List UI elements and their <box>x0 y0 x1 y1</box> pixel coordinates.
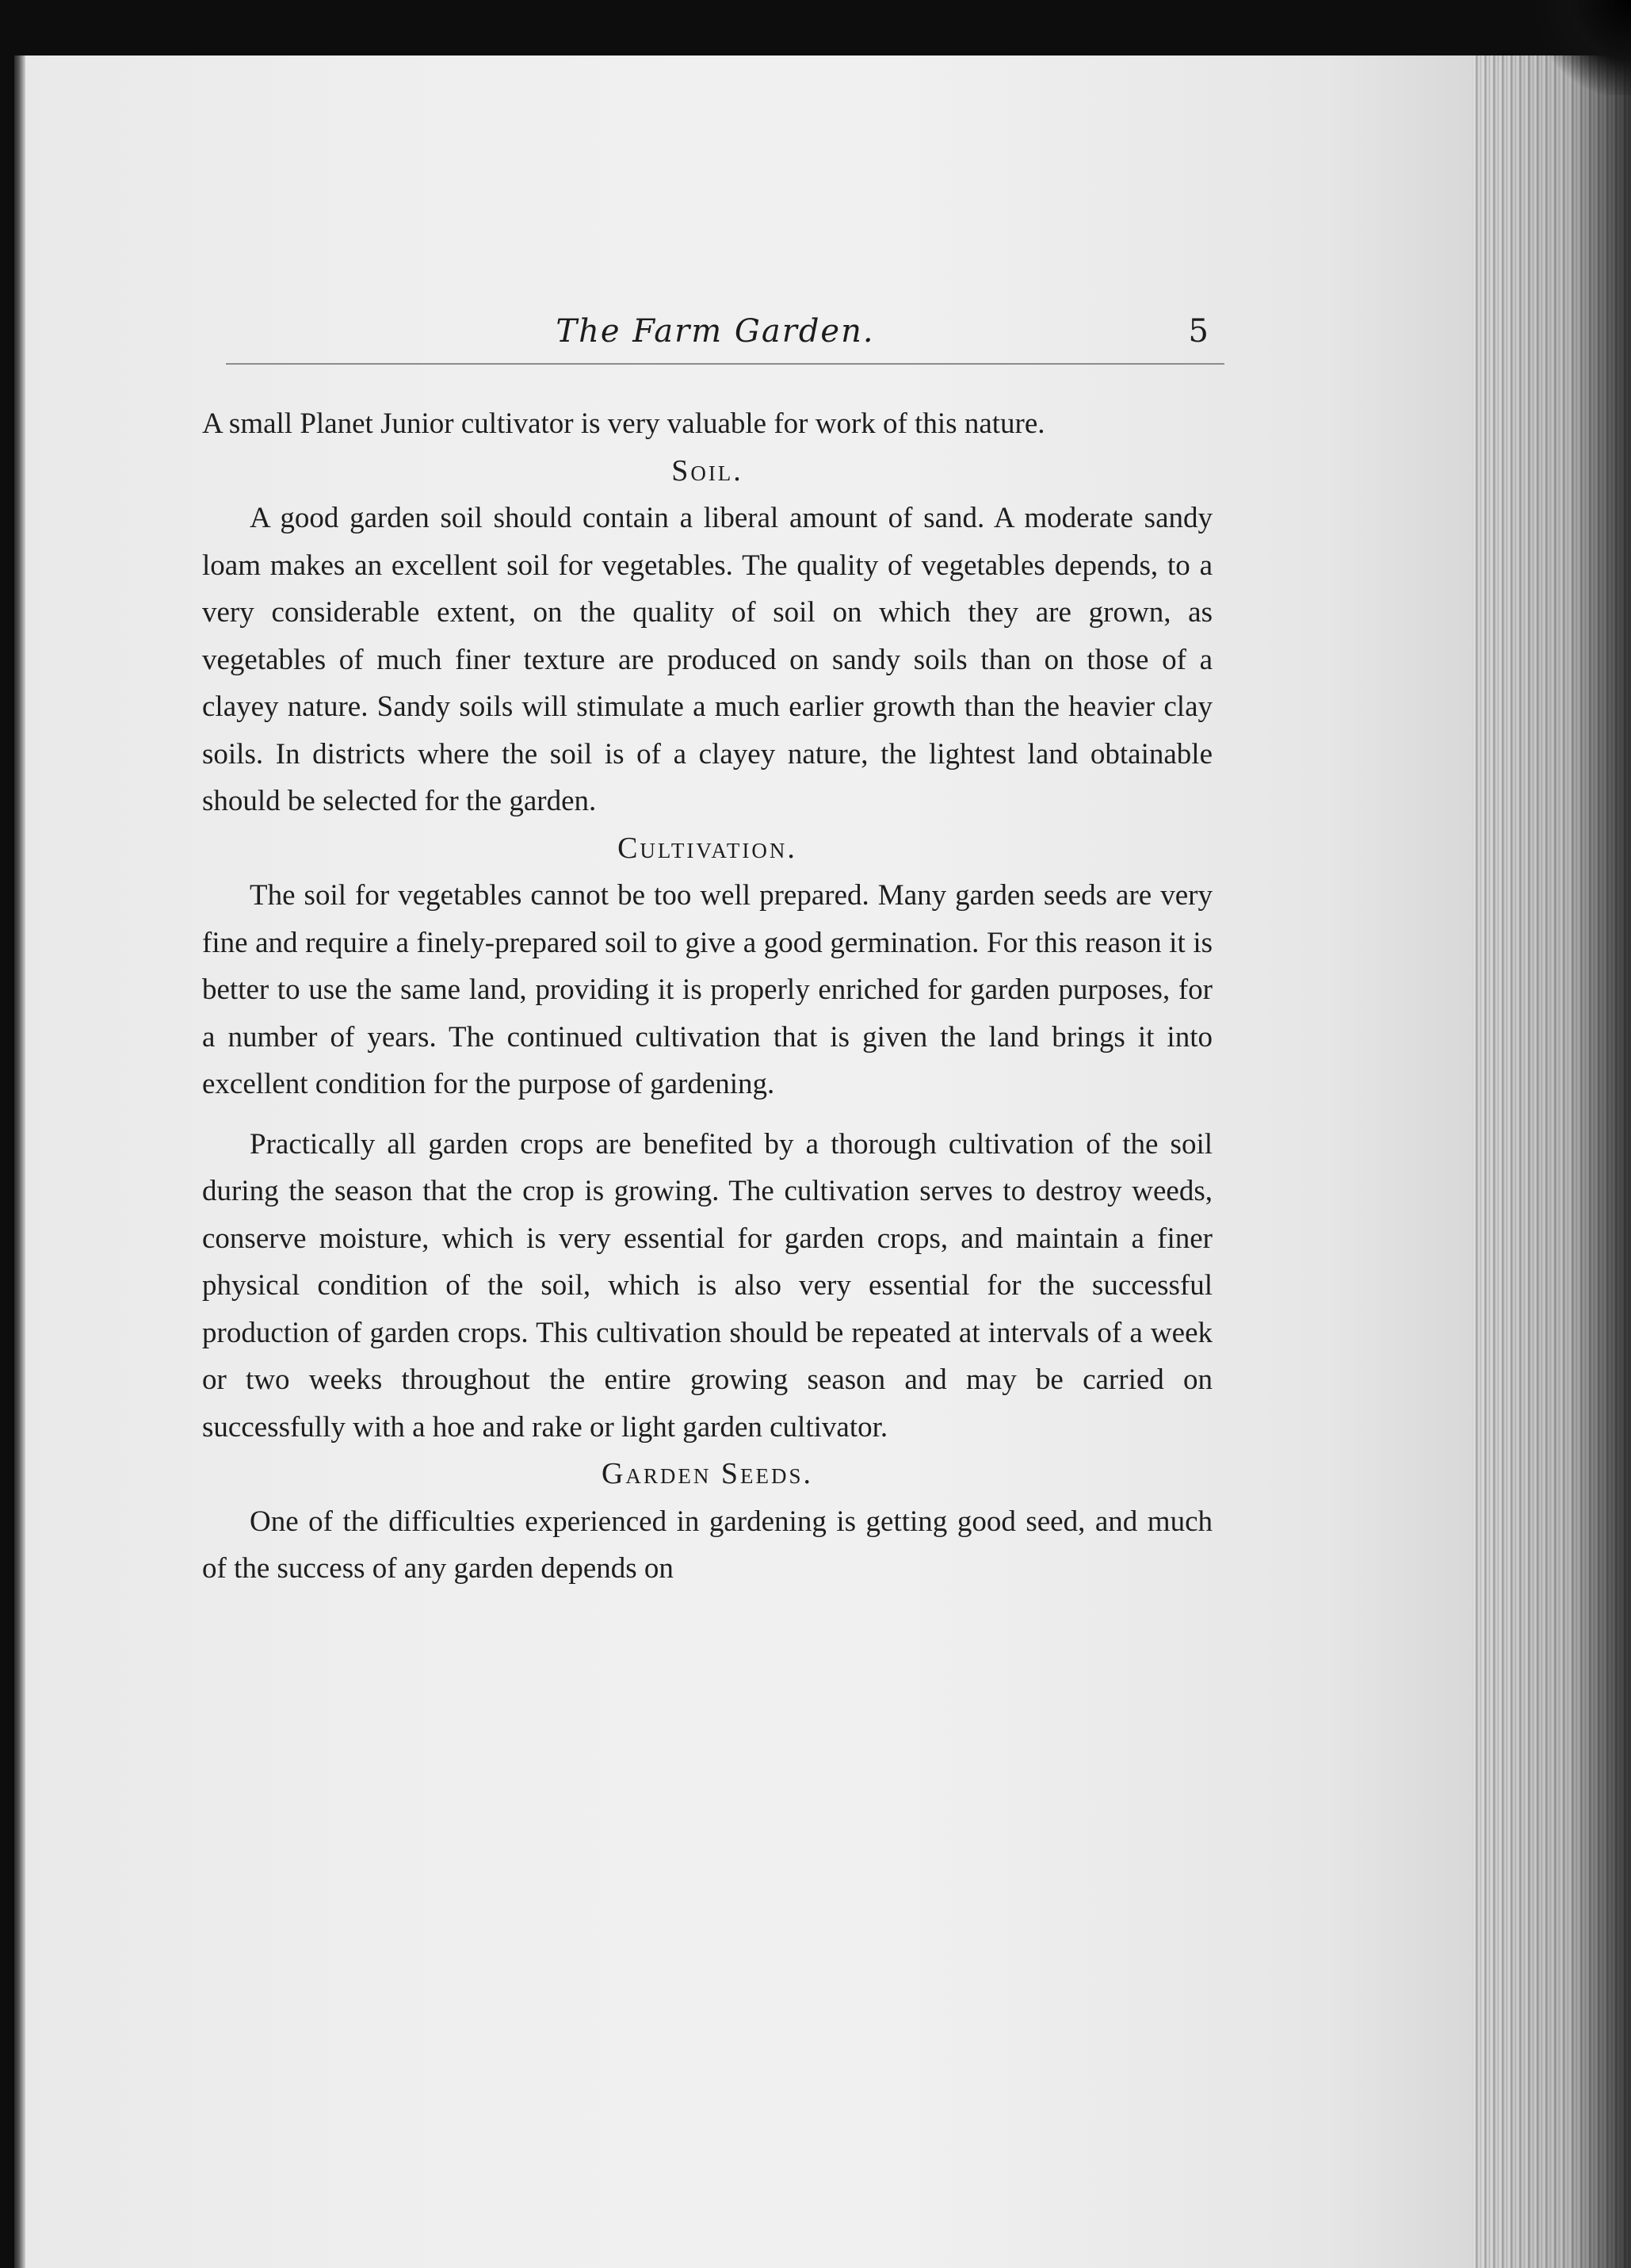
cultivation-paragraph-1: The soil for vegetables cannot be too well prepared. Many garden seeds are very fine and require a finely-prepared soil to give a good germination. For this reason it is better to use the same land, providing it is properly enriched for garden purposes, for a number of years. The continued cultivation that is given the land brings it into excellent condition for the purpose of gardening. <box>202 879 1213 1100</box>
page-body <box>202 400 1213 1593</box>
section-heading-soil: Soil. <box>671 453 743 488</box>
header-rule <box>226 363 1224 365</box>
section-heading-cultivation: Cultivation. <box>617 831 797 865</box>
running-head <box>222 313 1209 361</box>
page-binding-shadow <box>14 55 25 2268</box>
page-number: 5 <box>1188 313 1209 350</box>
scan-corner-shadow <box>1537 0 1631 95</box>
garden-seeds-paragraph: One of the difficulties experienced in gardening is getting good seed, and much of the success of any garden depends on <box>202 1505 1213 1585</box>
page-edge-shadow <box>1472 55 1631 2268</box>
soil-paragraph: A good garden soil should contain a liberal amount of sand. A moderate sandy loam makes an excellent soil for vegetables. The quality of vegetables depends, to a very considerable extent, on the quality of soil on which they are grown, as vegetables of much finer texture are produced on sandy soils than on those of a clayey nature. Sandy soils will stimulate a much earlier growth than the heavier clay soils. In districts where the soil is of a clayey nature, the lightest land obtainable should be selected for the garden. <box>202 502 1213 817</box>
intro-paragraph: A small Planet Junior cultivator is very valuable for work of this nature. <box>202 407 1045 440</box>
cultivation-paragraph-2: Practically all garden crops are benefited by a thorough cultivation of the soil during the season that the crop is growing. The cultivation serves to destroy weeds, conserve moisture, which is very essential for garden crops, and maintain a finer physical condition of the soil, which is also very essential for the successful production of garden crops. This cultivation should be repeated at intervals of a week or two weeks throughout the entire growing season and may be carried on successfully with a hoe and rake or light garden cultivator. <box>202 1127 1213 1444</box>
running-title: The Farm Garden. <box>556 313 875 350</box>
section-heading-garden-seeds: Garden Seeds. <box>601 1457 814 1490</box>
